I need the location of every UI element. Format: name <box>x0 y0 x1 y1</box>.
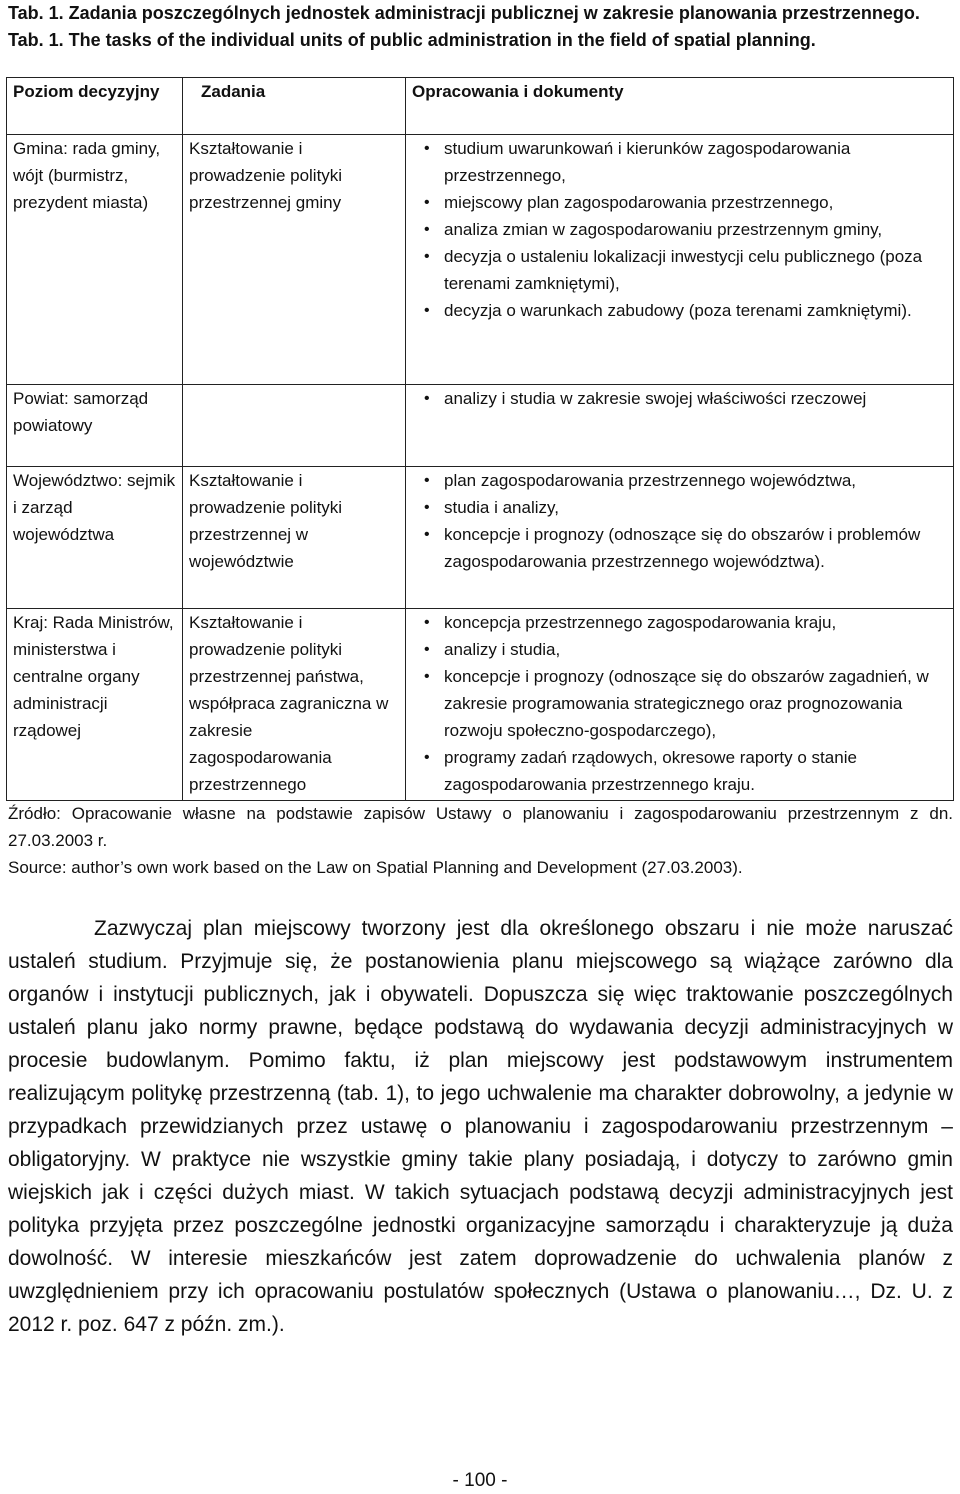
documents-list <box>412 467 947 575</box>
caption-english: Tab. 1. The tasks of the individual units of public administration in the field of spatial planning. <box>8 30 816 50</box>
documents-cell <box>406 135 954 385</box>
table-row <box>7 135 954 385</box>
body-paragraph: Zazwyczaj plan miejscowy tworzony jest dla określonego obszaru i nie może naruszać ustaleń studium. Przyjmuje się, że postanowienia planu miejscowego są wiążące zarówno dla organów i instytucji publicznych, jak i obywateli. Dopuszcza się więc traktowanie poszczególnych ustaleń planu jako normy prawne, będące podstawą do wydawania decyzji administracyjnych w procesie budowlanym. Pomimo faktu, iż plan miejscowy jest podstawowym instrumentem realizującym politykę przestrzenną (tab. 1), to jego uchwalenie ma charakter dobrowolny, a jedynie w przypadkach przewidzianych przez ustawę o planowaniu i zagospodarowaniu przestrzennym – obligatoryjny. W praktyce nie wszystkie gminy takie plany posiadają, i dotyczy to zarówno gmin wiejskich jak i części dużych miast. W takich sytuacjach podstawą decyzji administracyjnych jest polityka przyjęta przez poszczególne jednostki organizacyjne samorządu i charakteryzuje ją duża dowolność. W interesie mieszkańców jest zatem doprowadzenie do uchwalenia planów z uwzględnieniem przy ich opracowaniu postulatów społecznych (Ustawa o planowaniu…, Dz. U. z 2012 r. poz. 647 z późn. zm.). <box>8 917 953 1336</box>
documents-cell <box>406 467 954 609</box>
list-item: • koncepcje i prognozy (odnoszące się do obszarów zagadnień, w zakresie programowania strategicznego oraz prognozowania rozwoju społeczno-gospodarczego), <box>412 663 947 744</box>
list-item: • decyzja o ustaleniu lokalizacji inwestycji celu publicznego (poza terenami zamkniętymi), <box>412 243 947 297</box>
documents-cell <box>406 609 954 801</box>
header-documents: Opracowania i dokumenty <box>406 78 954 135</box>
task-cell: Kształtowanie i prowadzenie polityki przestrzennej w województwie <box>183 467 406 609</box>
table-header-row <box>7 78 954 135</box>
task-cell: Kształtowanie i prowadzenie polityki przestrzennej gminy <box>183 135 406 385</box>
list-item: • koncepcja przestrzennego zagospodarowania kraju, <box>412 609 947 636</box>
documents-cell <box>406 385 954 467</box>
documents-list <box>412 385 947 412</box>
header-tasks: Zadania <box>183 78 406 135</box>
task-cell: Kształtowanie i prowadzenie polityki przestrzennej państwa, współpraca zagraniczna w zakresie zagospodarowania przestrzennego <box>183 609 406 801</box>
table-row <box>7 609 954 801</box>
list-item: • studia i analizy, <box>412 494 947 521</box>
list-item: • koncepcje i prognozy (odnoszące się do obszarów i problemów zagospodarowania przestrzennego województwa). <box>412 521 947 575</box>
task-cell <box>183 385 406 467</box>
documents-list <box>412 609 947 798</box>
table-row <box>7 385 954 467</box>
header-level: Poziom decyzyjny <box>7 78 183 135</box>
list-item: • decyzja o warunkach zabudowy (poza terenami zamkniętymi). <box>412 297 947 324</box>
list-item: • miejscowy plan zagospodarowania przestrzennego, <box>412 189 947 216</box>
table-caption <box>8 0 953 54</box>
list-item: • analiza zmian w zagospodarowaniu przestrzennym gminy, <box>412 216 947 243</box>
planning-tasks-table <box>6 77 954 801</box>
documents-list <box>412 135 947 324</box>
list-item: • studium uwarunkowań i kierunków zagospodarowania przestrzennego, <box>412 135 947 189</box>
page-number: - 100 - <box>452 1470 508 1491</box>
level-cell: Województwo: sejmik i zarząd województwa <box>7 467 183 609</box>
list-item: • programy zadań rządowych, okresowe raporty o stanie zagospodarowania przestrzennego kraju. <box>412 744 947 798</box>
source-polish: Źródło: Opracowanie własne na podstawie zapisów Ustawy o planowaniu i zagospodarowaniu przestrzennym z dn. 27.03.2003 r. <box>8 804 953 850</box>
list-item: • analizy i studia, <box>412 636 947 663</box>
table-row <box>7 467 954 609</box>
list-item: • analizy i studia w zakresie swojej właściwości rzeczowej <box>412 385 947 412</box>
level-cell: Kraj: Rada Ministrów, ministerstwa i centralne organy administracji rządowej <box>7 609 183 801</box>
caption-polish: Tab. 1. Zadania poszczególnych jednostek administracji publicznej w zakresie planowania przestrzennego. <box>8 3 920 23</box>
level-cell: Gmina: rada gminy, wójt (burmistrz, prezydent miasta) <box>7 135 183 385</box>
list-item: • plan zagospodarowania przestrzennego województwa, <box>412 467 947 494</box>
level-cell: Powiat: samorząd powiatowy <box>7 385 183 467</box>
table-source-note <box>8 800 953 881</box>
source-english: Source: author’s own work based on the Law on Spatial Planning and Development (27.03.2003). <box>8 858 743 877</box>
